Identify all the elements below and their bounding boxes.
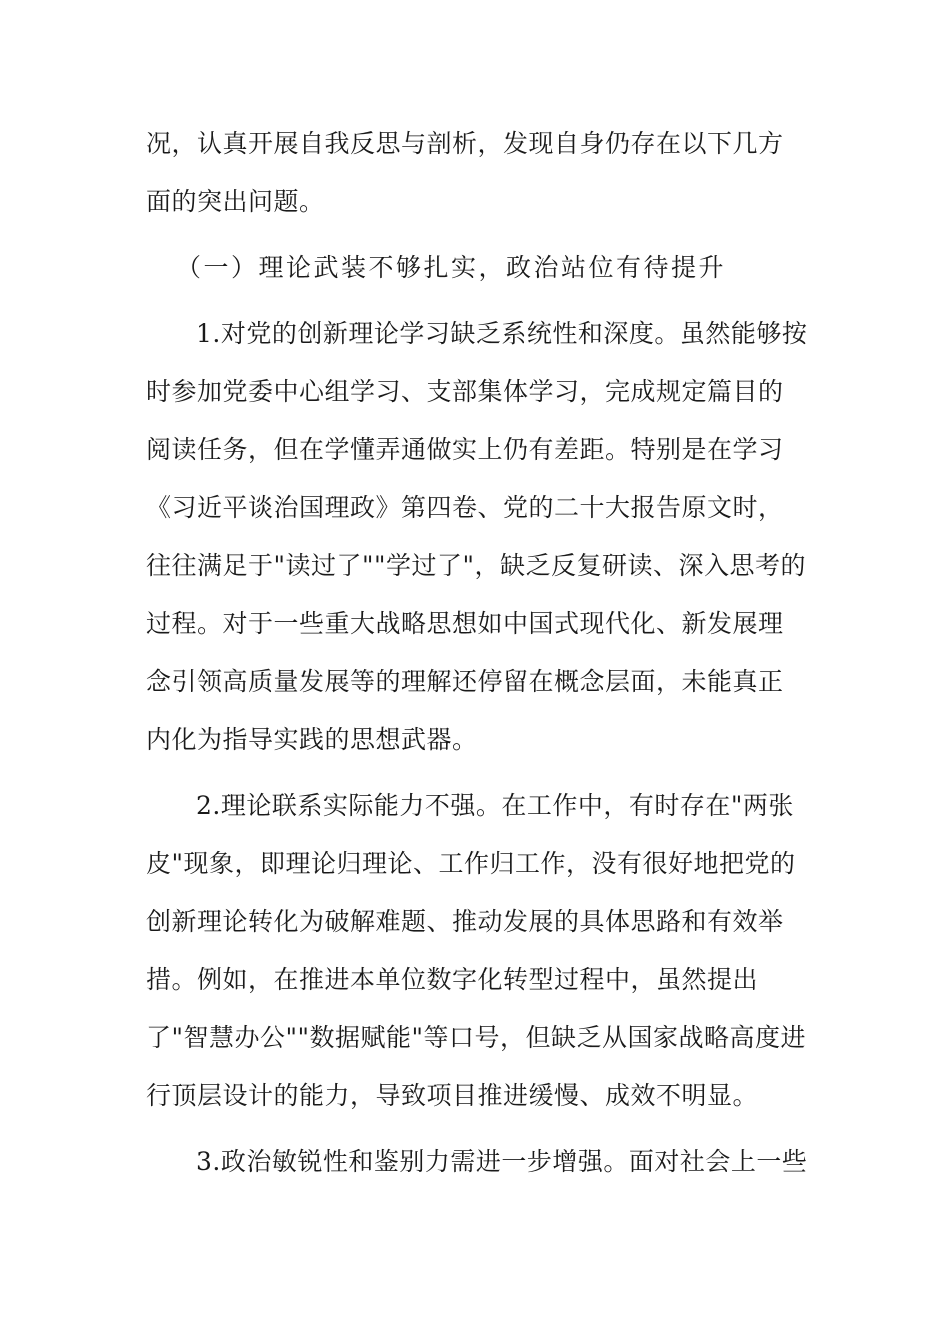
paragraph-first-line: 3.政治敏锐性和鉴别力需进一步增强。面对社会上一些	[196, 1147, 808, 1176]
text-line: 面的突出问题。	[146, 187, 325, 216]
text-line: 阅读任务，但在学懂弄通做实上仍有差距。特别是在学习	[146, 435, 784, 464]
text-line: 时参加党委中心组学习、支部集体学习，完成规定篇目的	[146, 377, 784, 406]
text-line: 往往满足于"读过了""学过了"，缺乏反复研读、深入思考的	[146, 551, 806, 580]
section-heading: （一）理论武装不够扎实，政治站位有待提升	[176, 253, 727, 282]
text-line: 《习近平谈治国理政》第四卷、党的二十大报告原文时，	[146, 493, 784, 522]
text-line: 创新理论转化为破解难题、推动发展的具体思路和有效举	[146, 907, 784, 936]
text-line: 皮"现象，即理论归理论、工作归工作，没有很好地把党的	[146, 849, 796, 878]
text-line: 行顶层设计的能力，导致项目推进缓慢、成效不明显。	[146, 1081, 759, 1110]
paragraph-first-line: 1.对党的创新理论学习缺乏系统性和深度。虽然能够按	[196, 319, 808, 348]
text-line: 措。例如，在推进本单位数字化转型过程中，虽然提出	[146, 965, 759, 994]
paragraph-first-line: 2.理论联系实际能力不强。在工作中，有时存在"两张	[196, 791, 794, 820]
text-line: 了"智慧办公""数据赋能"等口号，但缺乏从国家战略高度进	[146, 1023, 806, 1052]
text-line: 念引领高质量发展等的理解还停留在概念层面，未能真正	[146, 667, 784, 696]
text-line: 内化为指导实践的思想武器。	[146, 725, 478, 754]
text-line: 过程。对于一些重大战略思想如中国式现代化、新发展理	[146, 609, 784, 638]
text-line: 况，认真开展自我反思与剖析，发现自身仍存在以下几方	[146, 129, 784, 158]
